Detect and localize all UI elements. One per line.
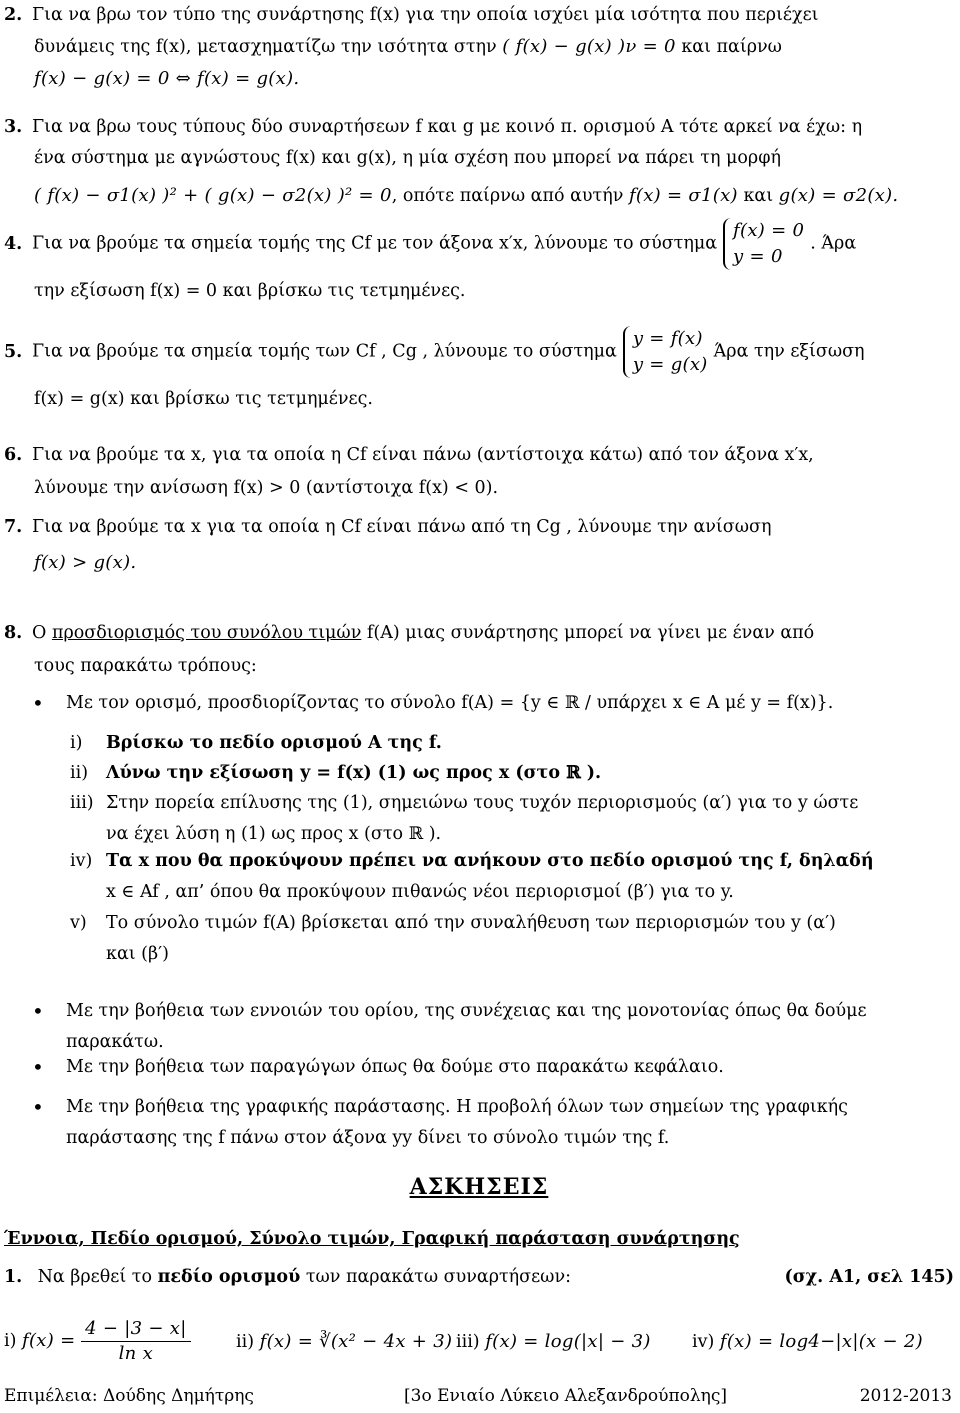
system-equation-2: y = g(x) [632, 354, 708, 375]
bullet-text: Με την βοήθεια των παραγώγων όπως θα δούμε στο παρακάτω κεφάλαιο. [66, 1057, 724, 1077]
system-equation-2: y = 0 [733, 246, 783, 267]
item-3-line1: Για να βρω τους τύπους δύο συναρτήσεων f και g με κοινό π. ορισμού A τότε αρκεί να έχω: η [32, 117, 863, 137]
item-2-equivalence: f(x) − g(x) = 0 ⇔ f(x) = g(x). [34, 68, 300, 89]
item-number: 3. [4, 117, 23, 137]
exercise-1-bold: πεδίο ορισμού [157, 1267, 301, 1287]
step-text: Βρίσκω το πεδίο ορισμού A της f. [106, 733, 442, 753]
item-4-line2: την εξίσωση f(x) = 0 και βρίσκω τις τετμημένες. [34, 281, 466, 301]
bullet-limits [8, 996, 954, 1058]
system-equation-1: f(x) = 0 [733, 220, 805, 241]
bullet-text-cont: παρακάτω. [66, 1032, 164, 1052]
item-6 [4, 440, 954, 504]
part-expression: f(x) = log4−|x|(x − 2) [719, 1331, 923, 1352]
item-8-underlined: προσδιορισμός του συνόλου τιμών [51, 623, 362, 643]
step-text: Τα x που θα προκύψουν πρέπει να ανήκουν στο πεδίο ορισμού της f, δηλαδή [106, 851, 874, 871]
step-text: Λύνω την εξίσωση y = f(x) (1) ως προς x (στο ℝ ). [106, 763, 602, 783]
item-5-system [623, 326, 708, 378]
part-label: iv) [692, 1332, 715, 1352]
part-expression: f(x) = log(|x| − 3) [485, 1331, 651, 1352]
bullet-text: Με τον ορισμό, προσδιορίζοντας το σύνολο f(A) = {y ∈ ℝ / υπάρχει x ∈ A μέ y = f(x)}. [66, 693, 834, 713]
part-label: iii) [456, 1332, 480, 1352]
step-label: v) [70, 913, 87, 933]
bullet-text: Με την βοήθεια των εννοιών του ορίου, της συνέχειας και της μονοτονίας όπως θα δούμε [66, 1001, 867, 1021]
item-4-tail: . Άρα [810, 233, 857, 254]
step-text-cont: x ∈ Af , απ’ όπου θα προκύψουν πιθανώς νέοι περιορισμοί (β′) για το y. [106, 882, 734, 902]
exercise-1-pre: Να βρεθεί το [37, 1267, 152, 1287]
item-8-pre: Ο [32, 623, 47, 643]
item-5 [4, 326, 954, 415]
step-label: ii) [70, 763, 89, 783]
fraction-numerator: 4 − |3 − x| [81, 1317, 191, 1342]
footer-year: 2012-2013 [859, 1386, 952, 1406]
bullet-text: Με την βοήθεια της γραφικής παράστασης. Η προβολή όλων των σημείων της γραφικής [66, 1097, 848, 1117]
item-5-line1: Για να βρούμε τα σημεία τομής των Cf , Cg , λύνουμε το σύστημα [32, 341, 617, 362]
item-3-line2: ένα σύστημα με αγνώστους f(x) και g(x), η μία σχέση που μπορεί να πάρει τη μορφή [34, 148, 781, 168]
step-ii [70, 758, 954, 789]
item-2-power-equation: ( f(x) − g(x) )ν = 0 [502, 36, 676, 57]
item-number: 4. [4, 233, 23, 254]
item-number: 7. [4, 517, 23, 537]
item-3-and: και [743, 186, 774, 206]
item-number: 5. [4, 341, 23, 362]
item-3-g-solution: g(x) = σ2(x). [778, 185, 899, 206]
footer-author: Επιμέλεια: Δούδης Δημήτρης [4, 1386, 254, 1406]
step-text-cont: να έχει λύση η (1) ως προς x (στο ℝ ). [106, 824, 442, 844]
item-number: 8. [4, 623, 23, 643]
exercise-number: 1. [4, 1267, 23, 1287]
item-2 [4, 0, 954, 95]
exercises-title: ΑΣΚΗΣΕΙΣ [409, 1174, 549, 1200]
footer-school: [3ο Ενιαίο Λύκειο Αλεξανδρούπολης] [404, 1386, 727, 1406]
part-lhs: f(x) = [22, 1330, 76, 1351]
step-iii [70, 788, 954, 850]
item-5-tail: Άρα την εξίσωση [713, 341, 865, 362]
step-text-cont: και (β′) [106, 944, 169, 964]
item-7 [4, 512, 954, 579]
step-label: i) [70, 733, 83, 753]
item-8-line2: τους παρακάτω τρόπους: [34, 656, 257, 676]
item-2-line1: Για να βρω τον τύπο της συνάρτησης f(x) για την οποία ισχύει μία ισότητα που περιέχει [32, 5, 819, 25]
item-2-line2-tail: και παίρνω [681, 37, 782, 57]
item-8 [4, 618, 954, 682]
item-7-line1: Για να βρούμε τα x για τα οποία η Cf είναι πάνω από τη Cg , λύνουμε την ανίσωση [32, 517, 772, 537]
fraction-denominator: ln x [118, 1343, 154, 1364]
step-label: iii) [70, 793, 94, 813]
part-ii [236, 1331, 452, 1352]
bullet-definition [8, 688, 954, 719]
item-3-line3-text: , οπότε παίρνω από αυτήν [391, 186, 624, 206]
item-4-line1: Για να βρούμε τα σημεία τομής της Cf με τον άξονα x′x, λύνουμε το σύστημα [32, 233, 718, 254]
part-label: ii) [236, 1332, 255, 1352]
exercise-1 [4, 1262, 954, 1293]
item-4-system [723, 218, 804, 270]
item-3 [4, 112, 954, 212]
page-footer [4, 1384, 952, 1408]
item-8-post: f(A) μιας συνάρτησης μπορεί να γίνει με έναν από [366, 623, 815, 643]
exercise-1-post: των παρακάτω συναρτήσεων: [305, 1267, 571, 1287]
item-3-f-solution: f(x) = σ1(x) [628, 185, 738, 206]
item-6-line2: λύνουμε την ανίσωση f(x) > 0 (αντίστοιχα f(x) < 0). [34, 478, 499, 498]
step-i [70, 728, 954, 759]
part-label: i) [4, 1331, 17, 1351]
step-iv [70, 846, 954, 908]
bullet-graph [8, 1092, 954, 1154]
bullet-text-cont: παράστασης της f πάνω στον άξονα yy δίνει το σύνολο τιμών της f. [66, 1128, 670, 1148]
system-equation-1: y = f(x) [632, 328, 703, 349]
item-3-sum-squares: ( f(x) − σ1(x) )² + ( g(x) − σ2(x) )² = 0 [34, 185, 392, 206]
item-7-inequality: f(x) > g(x). [34, 552, 137, 573]
item-2-line2-text: δυνάμεις της f(x), μετασχηματίζω την ισότητα στην [34, 37, 497, 57]
fraction [81, 1317, 191, 1366]
item-5-line2: f(x) = g(x) και βρίσκω τις τετμημένες. [34, 389, 373, 409]
step-label: iv) [70, 851, 93, 871]
step-text: Το σύνολο τιμών f(A) βρίσκεται από την συναλήθευση των περιορισμών του y (α′) [106, 913, 836, 933]
part-i [4, 1317, 191, 1366]
item-number: 6. [4, 445, 23, 465]
bullet-derivatives [8, 1052, 954, 1083]
part-iv [692, 1331, 923, 1352]
part-iii [456, 1331, 651, 1352]
item-6-line1: Για να βρούμε τα x, για τα οποία η Cf είναι πάνω (αντίστοιχα κάτω) από τον άξονα x′x, [32, 445, 814, 465]
section-heading: Έννοια, Πεδίο ορισμού, Σύνολο τιμών, Γραφική παράσταση συνάρτησης [4, 1229, 740, 1249]
item-4 [4, 218, 954, 307]
step-text: Στην πορεία επίλυσης της (1), σημειώνω τους τυχόν περιορισμούς (α′) για το y ώστε [106, 793, 859, 813]
part-expression: f(x) = ∛(x² − 4x + 3) [259, 1331, 453, 1352]
item-number: 2. [4, 5, 23, 25]
exercise-1-reference: (σχ. Α1, σελ 145) [784, 1267, 954, 1287]
step-v [70, 908, 954, 970]
